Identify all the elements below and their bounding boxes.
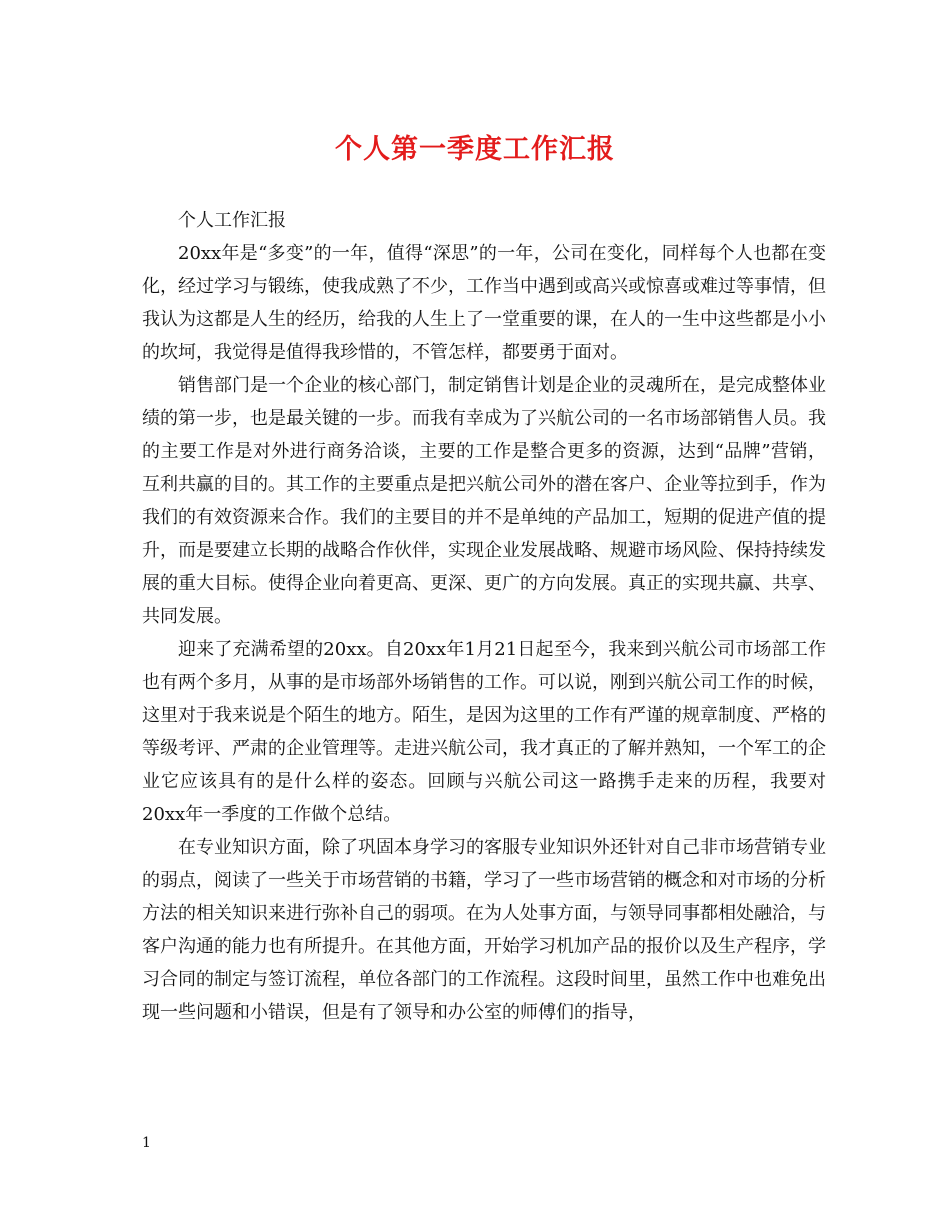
document-body: [142, 204, 826, 1029]
paragraph-heading: 个人工作汇报: [178, 210, 286, 231]
paragraph: 20xx年是“多变”的一年，值得“深思”的一年，公司在变化，同样每个人也都在变化，经过学习与锻练，使我成熟了不少，工作当中遇到或高兴或惊喜或难过等事情，但我认为这都是人生的经历，给我的人生上了一堂重要的课，在人的一生中这些都是小小的坎坷，我觉得是值得我珍惜的，不管怎样，都要勇于面对。: [142, 243, 826, 363]
paragraph: 在专业知识方面，除了巩固本身学习的客服专业知识外还针对自己非市场营销专业的弱点，阅读了一些关于市场营销的书籍，学习了一些市场营销的概念和对市场的分析方法的相关知识来进行弥补自己的弱项。在为人处事方面，与领导同事都相处融洽，与客户沟通的能力也有所提升。在其他方面，开始学习机加产品的报价以及生产程序，学习合同的制定与签订流程，单位各部门的工作流程。这段时间里，虽然工作中也难免出现一些问题和小错误，但是有了领导和办公室的师傅们的指导，: [142, 837, 826, 1023]
paragraph: 迎来了充满希望的20xx。自20xx年1月21日起至今，我来到兴航公司市场部工作也有两个多月，从事的是市场部外场销售的工作。可以说，刚到兴航公司工作的时候，这里对于我来说是个陌生的地方。陌生，是因为这里的工作有严谨的规章制度、严格的等级考评、严肃的企业管理等。走进兴航公司，我才真正的了解并熟知，一个军工的企业它应该具有的是什么样的姿态。回顾与兴航公司这一路携手走来的历程，我要对20xx年一季度的工作做个总结。: [142, 639, 826, 825]
paragraph: 销售部门是一个企业的核心部门，制定销售计划是企业的灵魂所在，是完成整体业绩的第一步，也是最关键的一步。而我有幸成为了兴航公司的一名市场部销售人员。我的主要工作是对外进行商务洽谈，主要的工作是整合更多的资源，达到“品牌”营销，互利共赢的目的。其工作的主要重点是把兴航公司外的潜在客户、企业等拉到手，作为我们的有效资源来合作。我们的主要目的并不是单纯的产品加工，短期的促进产值的提升，而是要建立长期的战略合作伙伴，实现企业发展战略、规避市场风险、保持持续发展的重大目标。使得企业向着更高、更深、更广的方向发展。真正的实现共赢、共享、共同发展。: [142, 375, 826, 627]
page-number: 1: [142, 1135, 151, 1151]
document-title: 个人第一季度工作汇报: [335, 134, 615, 165]
